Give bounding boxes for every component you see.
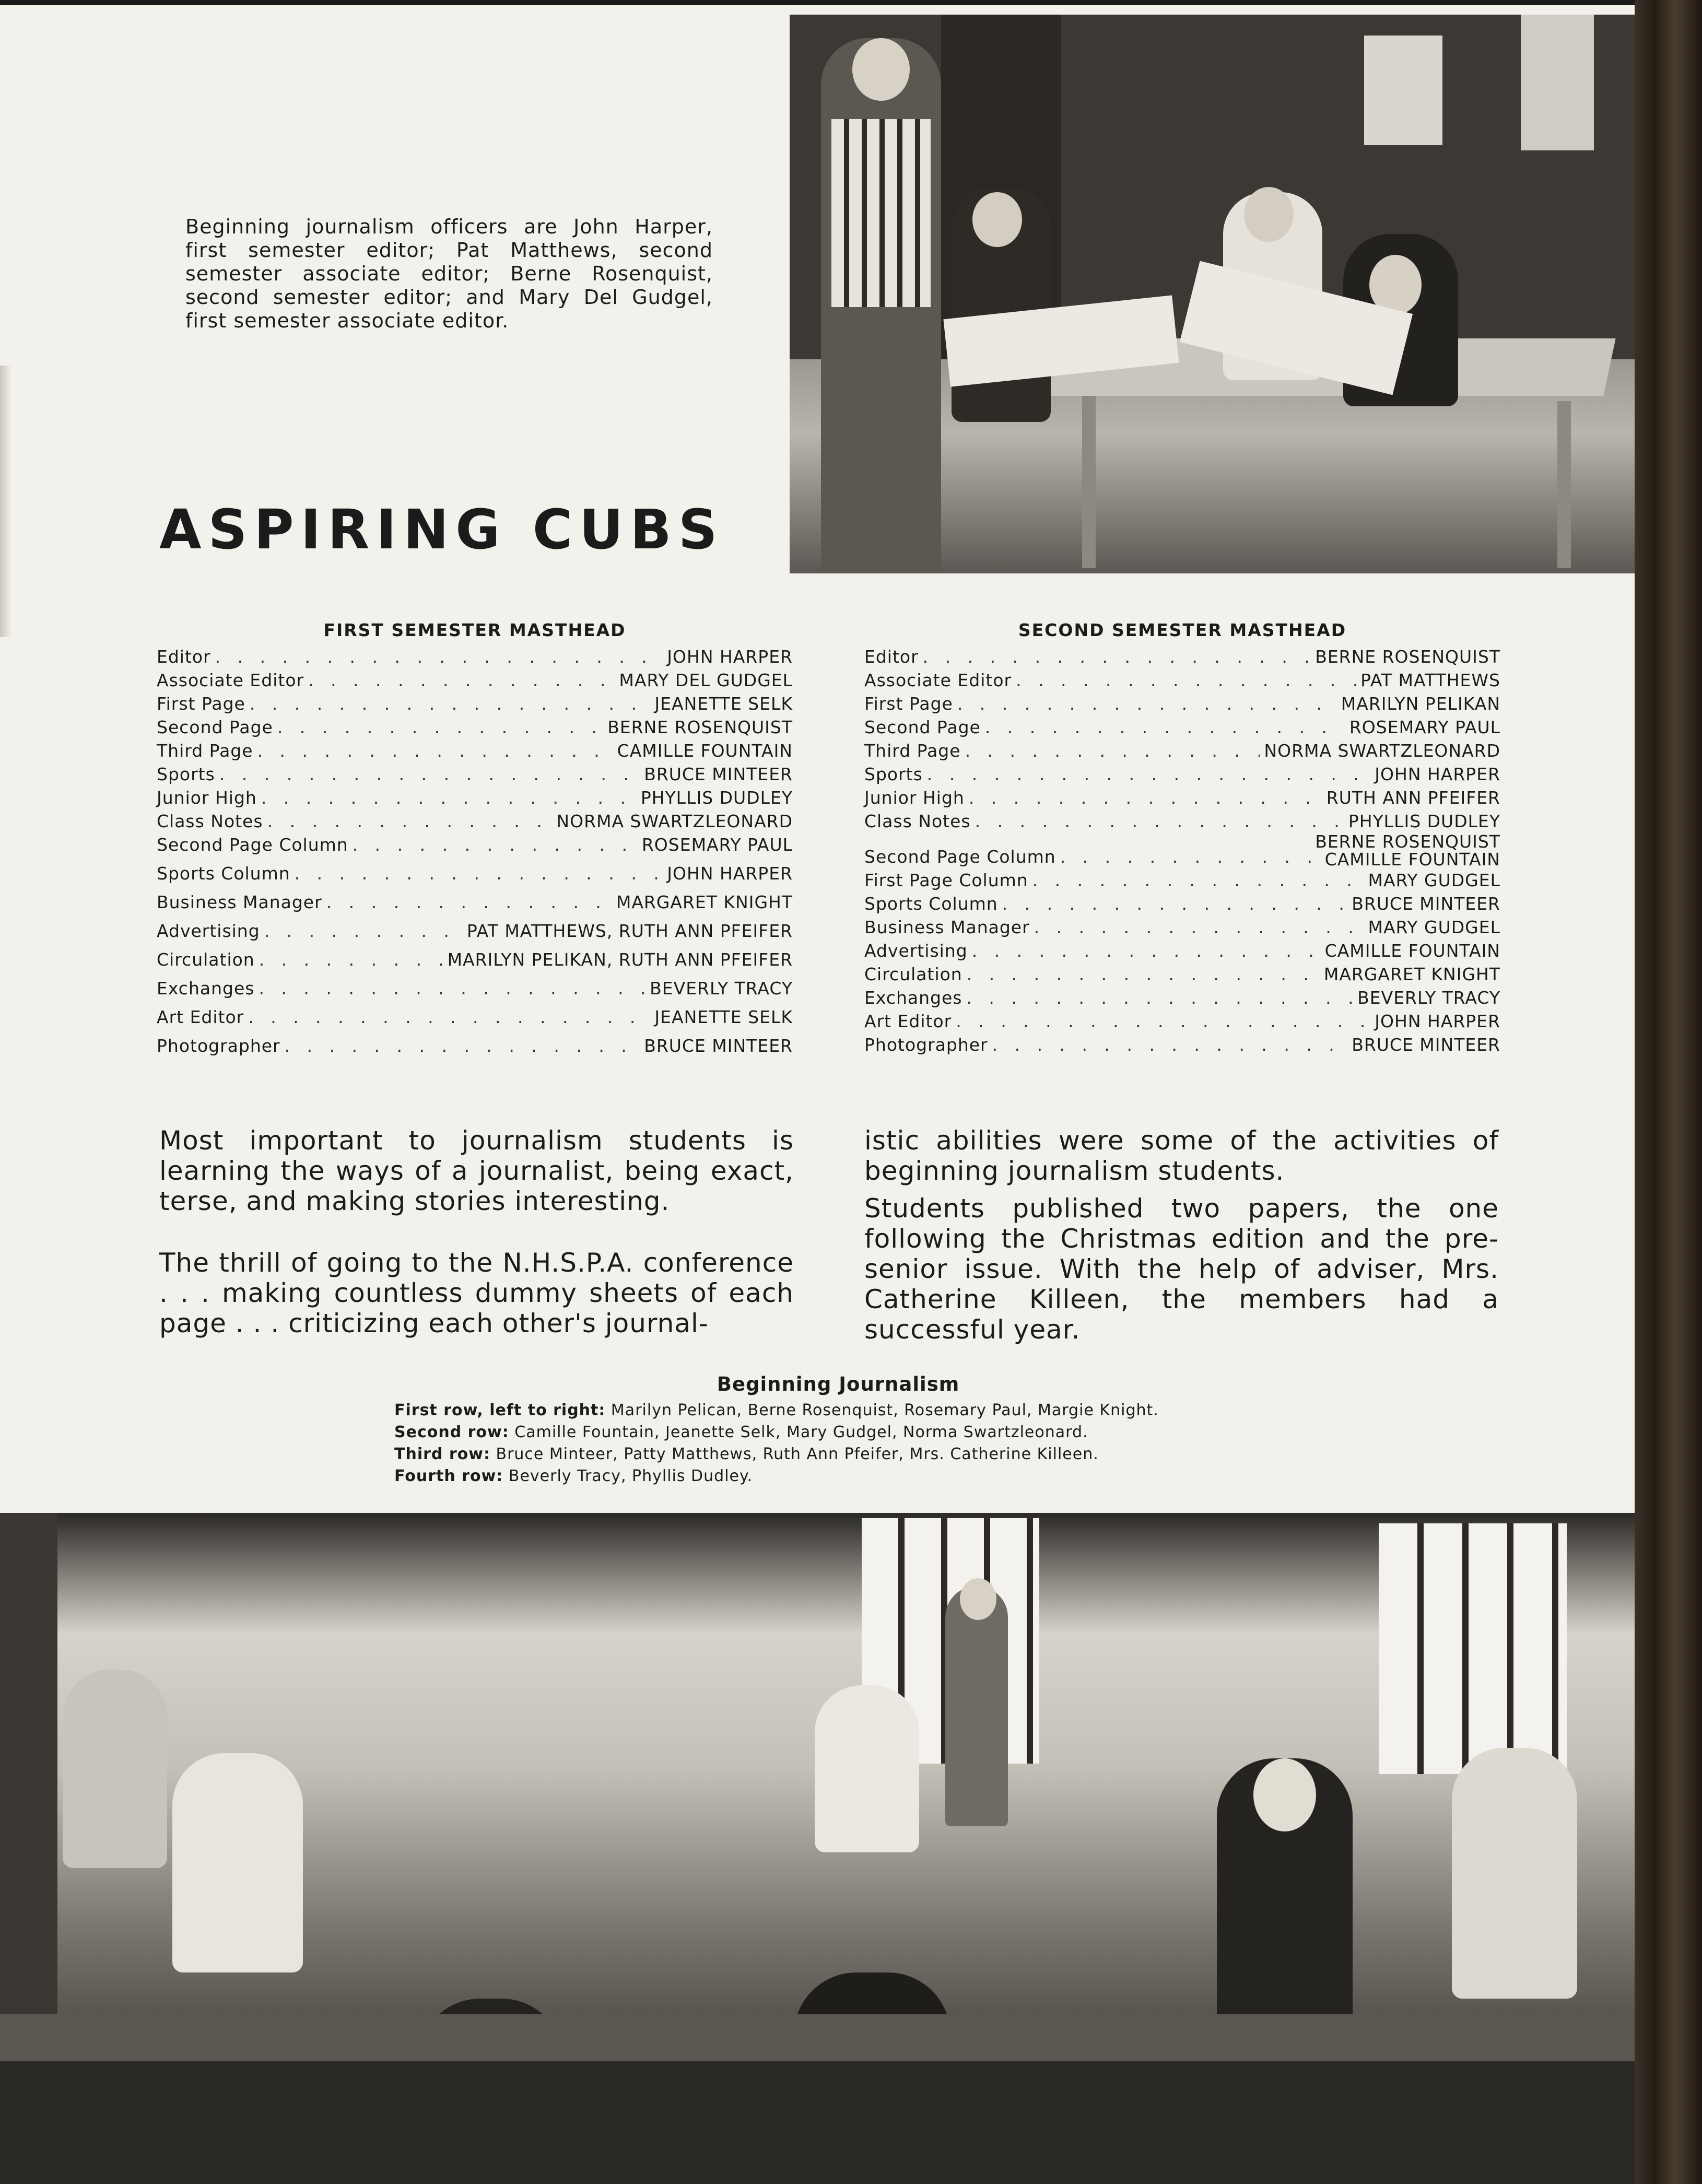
- masthead-row: [864, 715, 1500, 739]
- masthead-name: CAMILLE FOUNTAIN: [617, 741, 793, 761]
- masthead-role: Circulation: [157, 949, 255, 970]
- masthead-name-line: CAMILLE FOUNTAIN: [1324, 849, 1500, 870]
- masthead-row: [864, 939, 1500, 962]
- masthead-role: Art Editor: [864, 1011, 952, 1031]
- masthead-row: [864, 809, 1500, 833]
- masthead-role: First Page: [864, 694, 953, 714]
- caption-row-label: Third row:: [394, 1445, 490, 1463]
- masthead-row: [157, 833, 793, 856]
- masthead-row: [864, 1033, 1500, 1056]
- masthead-row: [864, 739, 1500, 762]
- masthead-row: [864, 833, 1500, 868]
- masthead-name: JOHN HARPER: [667, 863, 793, 884]
- masthead-role: Editor: [864, 647, 919, 667]
- masthead-name: NORMA SWARTZLEONARD: [556, 811, 793, 831]
- masthead-name: BERNE ROSENQUIST: [1315, 647, 1500, 667]
- caption-row: [394, 1465, 1282, 1487]
- leader-dots: [248, 1005, 650, 1029]
- body-text-right: [864, 1125, 1499, 1345]
- masthead-row: [157, 786, 793, 809]
- leader-dots: [308, 668, 615, 692]
- leader-dots: [326, 890, 612, 914]
- masthead-name-line: BERNE ROSENQUIST: [1315, 831, 1500, 852]
- masthead-name: CAMILLE FOUNTAIN: [1324, 941, 1500, 961]
- page-binding-edge: [1635, 0, 1702, 2184]
- masthead-name: MARGARET KNIGHT: [616, 892, 793, 912]
- first-semester-masthead: [157, 619, 793, 1058]
- masthead-role: Class Notes: [864, 811, 971, 831]
- masthead-name: BRUCE MINTEER: [1352, 1035, 1500, 1055]
- leader-dots: [257, 739, 613, 762]
- masthead-name: ROSEMARY PAUL: [1349, 717, 1500, 737]
- masthead-row: [157, 977, 793, 1000]
- masthead-name: RUTH ANN PFEIFER: [1326, 788, 1500, 808]
- masthead-row: [157, 762, 793, 786]
- masthead-name: MARILYN PELIKAN, RUTH ANN PFEIFER: [447, 949, 793, 970]
- leader-dots: [985, 715, 1345, 739]
- masthead-name: PHYLLIS DUDLEY: [1348, 811, 1500, 831]
- leader-dots: [992, 1033, 1348, 1056]
- leader-dots: [956, 1009, 1370, 1033]
- masthead-row: [864, 762, 1500, 786]
- masthead-row: [157, 715, 793, 739]
- masthead-heading: SECOND SEMESTER MASTHEAD: [1018, 620, 1347, 640]
- leader-dots: [1032, 868, 1364, 892]
- masthead-role: Third Page: [157, 741, 253, 761]
- masthead-row: [157, 890, 793, 914]
- group-photo-caption: [394, 1373, 1282, 1487]
- masthead-row: [157, 739, 793, 762]
- masthead-name: PHYLLIS DUDLEY: [640, 788, 793, 808]
- masthead-row: [157, 668, 793, 692]
- leader-dots: [353, 833, 638, 856]
- masthead-role: First Page Column: [864, 870, 1028, 890]
- masthead-role: Photographer: [157, 1036, 280, 1056]
- masthead-role: Exchanges: [157, 978, 255, 999]
- masthead-name: PAT MATTHEWS: [1360, 670, 1500, 690]
- masthead-name: BRUCE MINTEER: [644, 764, 793, 784]
- leader-dots: [927, 762, 1371, 786]
- masthead-role: Junior High: [864, 788, 965, 808]
- masthead-role: Circulation: [864, 964, 962, 984]
- masthead-name: [1315, 833, 1500, 868]
- masthead-role: Second Page: [157, 717, 273, 737]
- leader-dots: [1002, 892, 1348, 915]
- leader-dots: [1016, 668, 1356, 692]
- masthead-row: [157, 862, 793, 885]
- masthead-row: [864, 786, 1500, 809]
- masthead-name: MARILYN PELIKAN: [1341, 694, 1500, 714]
- leader-dots: [1060, 845, 1311, 868]
- masthead-row: [864, 986, 1500, 1009]
- masthead-role: Second Page Column: [157, 835, 348, 855]
- caption-row: [394, 1443, 1282, 1465]
- masthead-role: Advertising: [157, 921, 260, 941]
- masthead-name: MARY DEL GUDGEL: [619, 670, 793, 690]
- masthead-row: [157, 1005, 793, 1029]
- leader-dots: [975, 809, 1344, 833]
- caption-row: [394, 1422, 1282, 1443]
- leader-dots: [261, 786, 637, 809]
- masthead-row: [157, 1034, 793, 1058]
- masthead-row: [864, 692, 1500, 715]
- masthead-role: Art Editor: [157, 1007, 244, 1027]
- masthead-row: [864, 1009, 1500, 1033]
- leader-dots: [972, 939, 1321, 962]
- masthead-role: Class Notes: [157, 811, 263, 831]
- masthead-role: Advertising: [864, 941, 968, 961]
- masthead-row: [157, 692, 793, 715]
- masthead-name: JEANETTE SELK: [654, 1007, 793, 1027]
- masthead-name: JEANETTE SELK: [654, 694, 793, 714]
- classroom-photo: [0, 1513, 1635, 2184]
- masthead-role: Business Manager: [864, 917, 1030, 937]
- masthead-row: [157, 645, 793, 668]
- leader-dots: [295, 862, 663, 885]
- masthead-name: JOHN HARPER: [1375, 1011, 1500, 1031]
- body-text-left: [159, 1125, 794, 1338]
- masthead-role: Sports Column: [157, 863, 290, 884]
- second-semester-masthead: [864, 619, 1500, 1056]
- masthead-name: BRUCE MINTEER: [1352, 894, 1500, 914]
- caption-row: [394, 1400, 1282, 1422]
- leader-dots: [966, 986, 1353, 1009]
- leader-dots: [1034, 915, 1364, 939]
- masthead-role: Exchanges: [864, 988, 962, 1008]
- masthead-name: PAT MATTHEWS, RUTH ANN PFEIFER: [466, 921, 793, 941]
- masthead-row: [157, 919, 793, 943]
- masthead-row: [864, 962, 1500, 986]
- caption-row-label: First row, left to right:: [394, 1401, 606, 1419]
- caption-row-names: Beverly Tracy, Phyllis Dudley.: [508, 1467, 753, 1485]
- masthead-role: Photographer: [864, 1035, 988, 1055]
- leader-dots: [250, 692, 651, 715]
- masthead-name: BEVERLY TRACY: [650, 978, 793, 999]
- masthead-role: Junior High: [157, 788, 257, 808]
- masthead-name: MARY GUDGEL: [1368, 870, 1500, 890]
- masthead-name: MARY GUDGEL: [1368, 917, 1500, 937]
- masthead-row: [864, 868, 1500, 892]
- masthead-row: [864, 892, 1500, 915]
- leader-dots: [957, 692, 1337, 715]
- masthead-row: [864, 668, 1500, 692]
- masthead-heading: FIRST SEMESTER MASTHEAD: [323, 620, 626, 640]
- masthead-role: Sports: [864, 764, 923, 784]
- page-edge-shadow: [0, 366, 11, 637]
- leader-dots: [969, 786, 1322, 809]
- masthead-role: Associate Editor: [157, 670, 304, 690]
- caption-row-names: Marilyn Pelican, Berne Rosenquist, Rosemary Paul, Margie Knight.: [611, 1401, 1159, 1419]
- group-caption-heading: Beginning Journalism: [717, 1373, 960, 1395]
- masthead-name: NORMA SWARTZLEONARD: [1264, 741, 1500, 761]
- masthead-row: [864, 645, 1500, 668]
- caption-row-label: Second row:: [394, 1423, 509, 1441]
- body-paragraph: The thrill of going to the N.H.S.P.A. conference . . . making countless dummy sheets of each page . . . criticizing each other's journal-: [159, 1248, 794, 1338]
- masthead-name: BERNE ROSENQUIST: [607, 717, 793, 737]
- body-paragraph: Students published two papers, the one following the Christmas edition and the pre-senior issue. With the help of adviser, Mrs. Catherine Killeen, the members had a successful year.: [864, 1193, 1499, 1345]
- masthead-role: Editor: [157, 647, 211, 667]
- intro-caption: Beginning journalism officers are John Harper, first semester editor; Pat Matthews, second semester associate editor; Berne Rosenquist, second semester editor; and Mary Del Gudgel, first semester associate editor.: [185, 215, 713, 332]
- leader-dots: [965, 739, 1260, 762]
- masthead-row: [864, 915, 1500, 939]
- masthead-role: First Page: [157, 694, 245, 714]
- leader-dots: [259, 977, 645, 1000]
- leader-dots: [219, 762, 640, 786]
- masthead-name: JOHN HARPER: [667, 647, 793, 667]
- body-paragraph: istic abilities were some of the activities of beginning journalism students.: [864, 1125, 1499, 1186]
- leader-dots: [267, 809, 553, 833]
- page-top-rule: [0, 0, 1650, 5]
- caption-row-names: Camille Fountain, Jeanette Selk, Mary Gudgel, Norma Swartzleonard.: [514, 1423, 1088, 1441]
- leader-dots: [215, 645, 663, 668]
- body-paragraph: Most important to journalism students is learning the ways of a journalist, being exact, terse, and making stories interesting.: [159, 1125, 794, 1216]
- masthead-name: MARGARET KNIGHT: [1323, 964, 1500, 984]
- leader-dots: [264, 919, 463, 943]
- masthead-role: Sports: [157, 764, 215, 784]
- masthead-name: BRUCE MINTEER: [644, 1036, 793, 1056]
- officers-photo: [790, 15, 1635, 573]
- leader-dots: [259, 948, 443, 971]
- leader-dots: [285, 1034, 640, 1058]
- leader-dots: [923, 645, 1311, 668]
- caption-row-names: Bruce Minteer, Patty Matthews, Ruth Ann Pfeifer, Mrs. Catherine Killeen.: [496, 1445, 1099, 1463]
- masthead-role: Business Manager: [157, 892, 322, 912]
- masthead-role: Sports Column: [864, 894, 998, 914]
- masthead-role: Third Page: [864, 741, 961, 761]
- masthead-row: [157, 948, 793, 971]
- caption-row-label: Fourth row:: [394, 1467, 503, 1485]
- masthead-name: BEVERLY TRACY: [1357, 988, 1500, 1008]
- masthead-role: Second Page Column: [864, 847, 1056, 867]
- masthead-role: Second Page: [864, 717, 981, 737]
- leader-dots: [967, 962, 1320, 986]
- leader-dots: [277, 715, 603, 739]
- masthead-role: Associate Editor: [864, 670, 1012, 690]
- masthead-name: JOHN HARPER: [1375, 764, 1500, 784]
- masthead-name: ROSEMARY PAUL: [641, 835, 793, 855]
- masthead-row: [157, 809, 793, 833]
- page-title: ASPIRING CUBS: [159, 498, 724, 561]
